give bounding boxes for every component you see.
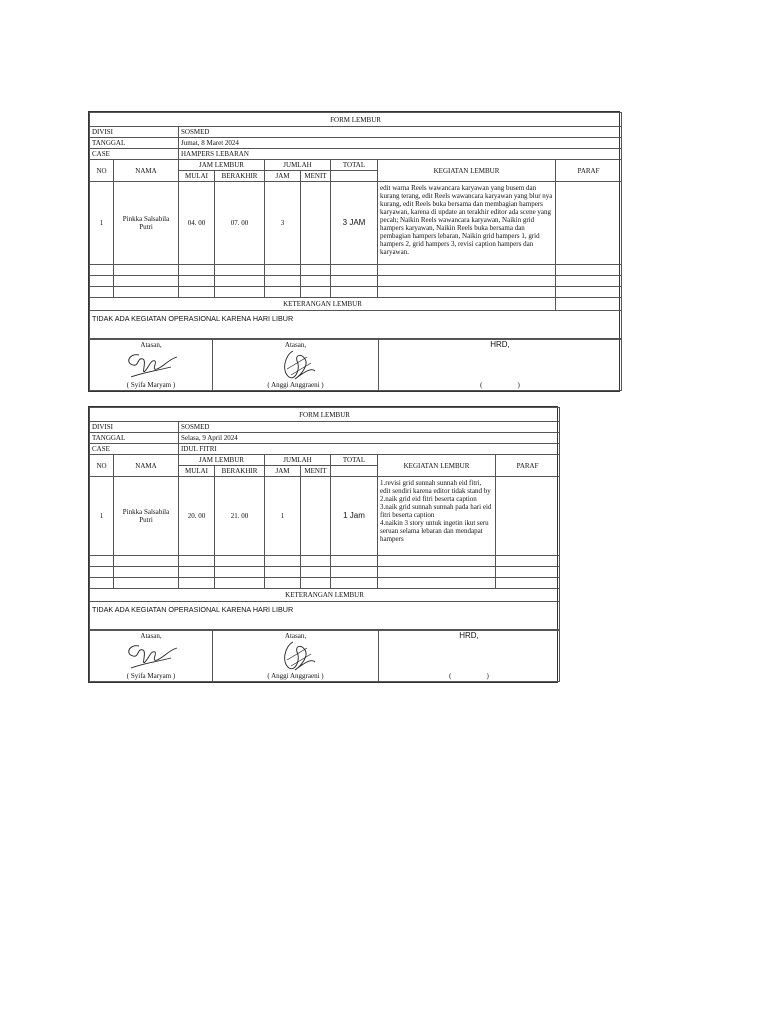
- atasan-label: Atasan,: [140, 632, 162, 640]
- signature-box-atasan-1: [90, 631, 213, 682]
- row-no: 1: [90, 477, 114, 556]
- tanggal-value: Selasa, 9 April 2024: [179, 433, 560, 444]
- signature-box-atasan-2: [213, 631, 379, 682]
- hrd-label: HRD,: [490, 340, 510, 349]
- total-subheader: [331, 171, 378, 182]
- jam-header: JAM: [265, 171, 301, 182]
- row-berakhir: 21. 00: [215, 477, 265, 556]
- row-nama: Pinkka Salsabila Putri: [114, 477, 179, 556]
- paraf-header: PARAF: [556, 160, 622, 182]
- table-row: [90, 265, 622, 276]
- divisi-label: DIVISI: [90, 422, 179, 433]
- case-value: HAMPERS LEBARAN: [179, 149, 622, 160]
- row-menit: [301, 182, 331, 265]
- no-header: NO: [90, 160, 114, 182]
- row-kegiatan: [378, 477, 496, 556]
- table-row: [90, 556, 560, 567]
- menit-header: MENIT: [301, 466, 331, 477]
- signature-box-atasan-2: [213, 340, 379, 391]
- row-mulai: 20. 00: [179, 477, 215, 556]
- atasan-label-2: Atasan,: [284, 632, 307, 640]
- total-header: TOTAL: [331, 455, 378, 466]
- table-row: [90, 182, 622, 265]
- kegiatan-line: 3.naik grid sunnah sunnah pada hari eid fitri beserta caption: [380, 503, 492, 519]
- signature-syifa-icon: [121, 349, 181, 381]
- kegiatan-line: 2.naik grid eid fitri beserta caption: [380, 495, 477, 503]
- tanggal-label: TANGGAL: [90, 433, 179, 444]
- keterangan-text: TIDAK ADA KEGIATAN OPERASIONAL KARENA HARI LIBUR: [90, 311, 622, 339]
- atasan-label-2: Atasan,: [284, 341, 307, 349]
- row-jam: 1: [265, 477, 301, 556]
- case-value: IDUL FITRI: [179, 444, 560, 455]
- signer-2: ( Anggi Anggraeni ): [267, 672, 324, 680]
- mulai-header: MULAI: [179, 466, 215, 477]
- table-row: [90, 276, 622, 287]
- table-row: [90, 567, 560, 578]
- keterangan-header: KETERANGAN LEMBUR: [90, 298, 556, 311]
- jam-lembur-header: JAM LEMBUR: [179, 455, 265, 466]
- tanggal-label: TANGGAL: [90, 138, 179, 149]
- row-paraf: [556, 182, 622, 265]
- form-title: FORM LEMBUR: [90, 113, 622, 127]
- kegiatan-line: 4.naikin 3 story untuk ingetin ikut seru seruan selama lebaran dan mendapat hampers: [380, 519, 489, 543]
- row-total: 1 Jam: [331, 477, 378, 556]
- signature-box-atasan-1: [90, 340, 213, 391]
- total-header: TOTAL: [331, 160, 378, 171]
- signature-anggi-icon: [271, 640, 321, 676]
- row-menit: [301, 477, 331, 556]
- form-lembur-2: [88, 406, 558, 683]
- kegiatan-header: KEGIATAN LEMBUR: [378, 455, 496, 477]
- paraf-header: PARAF: [496, 455, 560, 477]
- signer-1: ( Syifa Maryam ): [126, 381, 176, 389]
- form-table-2: [89, 407, 560, 630]
- signature-anggi-icon: [271, 349, 321, 385]
- form-table-1: [89, 112, 622, 339]
- hrd-label: HRD,: [459, 631, 479, 640]
- row-kegiatan: edit warna Reels wawancara karyawan yang busem dan kurang terang, edit Reels wawancara karyawan yang blur nya kurang, edit Reels buka bersama dan membagian hampers karyawan, karena di update an terakhir editor ada scene yang pecah; Naikin Reels wawancara karyawan, Naikin grid hampers karyawan, Naikin Reels buka bersama dan pembagian hampers lebaran, Naikin grid hampers 1, grid hampers 2, grid hampers 3, revisi caption hampers dan karyawan.: [378, 182, 556, 265]
- nama-header: NAMA: [114, 455, 179, 477]
- signer-3: ( ): [480, 381, 520, 389]
- divisi-value: SOSMED: [179, 422, 560, 433]
- signature-box-hrd: [379, 340, 622, 391]
- form-lembur-1: [88, 111, 620, 392]
- keterangan-text: TIDAK ADA KEGIATAN OPERASIONAL KARENA HARI LIBUR: [90, 602, 560, 630]
- table-row: [90, 578, 560, 589]
- row-jam: 3: [265, 182, 301, 265]
- case-label: CASE: [90, 444, 179, 455]
- signer-2: ( Anggi Anggraeni ): [267, 381, 324, 389]
- signature-syifa-icon: [121, 640, 181, 672]
- berakhir-header: BERAKHIR: [215, 171, 265, 182]
- kegiatan-header: KEGIATAN LEMBUR: [378, 160, 556, 182]
- table-row: [90, 477, 560, 556]
- row-berakhir: 07. 00: [215, 182, 265, 265]
- keterangan-header: KETERANGAN LEMBUR: [90, 589, 560, 602]
- row-paraf: [496, 477, 560, 556]
- tanggal-value: Jumat, 8 Maret 2024: [179, 138, 622, 149]
- jam-header: JAM: [265, 466, 301, 477]
- row-mulai: 04. 00: [179, 182, 215, 265]
- divisi-label: DIVISI: [90, 127, 179, 138]
- nama-header: NAMA: [114, 160, 179, 182]
- no-header: NO: [90, 455, 114, 477]
- atasan-label: Atasan,: [140, 341, 162, 349]
- kegiatan-line: 1.revisi grid sunnah sunnah eid fitri, edit sendiri karena editor tidak stand by: [380, 479, 491, 495]
- jumlah-header: JUMLAH: [265, 455, 331, 466]
- jumlah-header: JUMLAH: [265, 160, 331, 171]
- signer-3: ( ): [449, 672, 489, 680]
- case-label: CASE: [90, 149, 179, 160]
- row-nama: Pinkka Salsabila Putri: [114, 182, 179, 265]
- signature-table-2: [89, 630, 560, 682]
- total-subheader: [331, 466, 378, 477]
- row-total: 3 JAM: [331, 182, 378, 265]
- signature-table-1: [89, 339, 622, 391]
- signature-box-hrd: [379, 631, 560, 682]
- menit-header: MENIT: [301, 171, 331, 182]
- mulai-header: MULAI: [179, 171, 215, 182]
- table-row: [90, 287, 622, 298]
- form-title: FORM LEMBUR: [90, 408, 560, 422]
- divisi-value: SOSMED: [179, 127, 622, 138]
- row-no: 1: [90, 182, 114, 265]
- berakhir-header: BERAKHIR: [215, 466, 265, 477]
- jam-lembur-header: JAM LEMBUR: [179, 160, 265, 171]
- signer-1: ( Syifa Maryam ): [126, 672, 176, 680]
